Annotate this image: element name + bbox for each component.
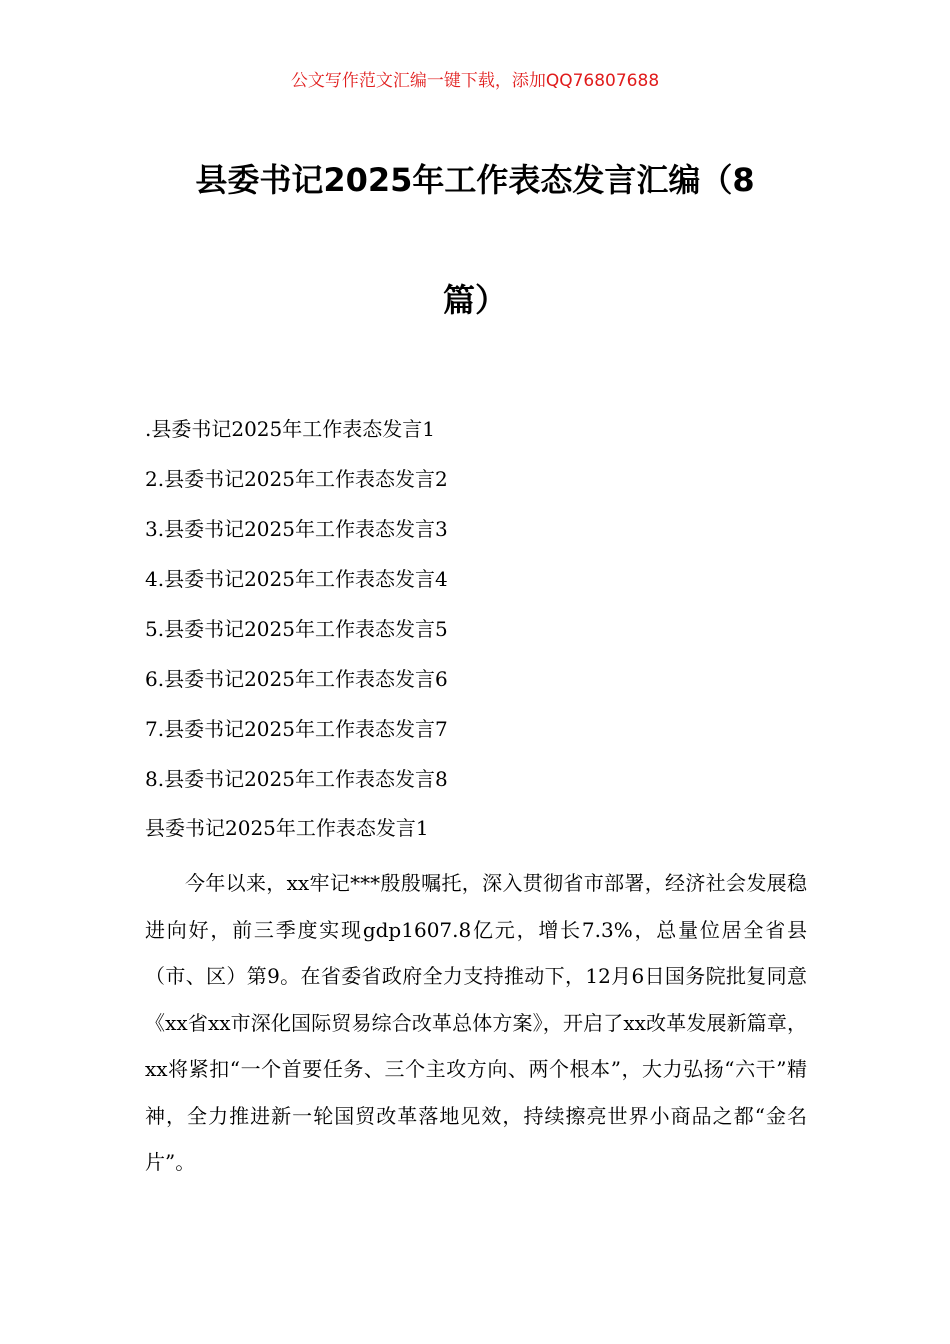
section-heading: 县委书记2025年工作表态发言1 bbox=[145, 816, 429, 840]
toc-item: 5.县委书记2025年工作表态发言5 bbox=[145, 617, 448, 641]
toc-item: 7.县委书记2025年工作表态发言7 bbox=[145, 717, 448, 741]
toc-item: 3.县委书记2025年工作表态发言3 bbox=[145, 517, 448, 541]
toc-item: 8.县委书记2025年工作表态发言8 bbox=[145, 767, 448, 791]
toc-item: 2.县委书记2025年工作表态发言2 bbox=[145, 467, 448, 491]
table-of-contents bbox=[145, 413, 805, 813]
toc-item: 6.县委书记2025年工作表态发言6 bbox=[145, 667, 448, 691]
document-title-line-2: 篇） bbox=[442, 281, 507, 319]
toc-item: 4.县委书记2025年工作表态发言4 bbox=[145, 567, 448, 591]
toc-item: .县委书记2025年工作表态发言1 bbox=[145, 417, 435, 441]
header-ad-text[interactable]: 公文写作范文汇编一键下载，添加QQ76807688 bbox=[290, 71, 660, 91]
body-paragraph: 今年以来，xx牢记***殷殷嘱托，深入贯彻省市部署，经济社会发展稳进向好，前三季度实现gdp1607.8亿元，增长7.3%，总量位居全省县（市、区）第9。在省委省政府全力支持推动下，12月6日国务院批复同意《xx省xx市深化国际贸易综合改革总体方案》，开启了xx改革发展新篇章，xx将紧扣“一个首要任务、三个主攻方向、两个根本”，大力弘扬“六干”精神，全力推进新一轮国贸改革落地见效，持续擦亮世界小商品之都“金名片”。 bbox=[145, 871, 807, 1174]
document-title-line-1: 县委书记2025年工作表态发言汇编（8 bbox=[195, 161, 755, 199]
